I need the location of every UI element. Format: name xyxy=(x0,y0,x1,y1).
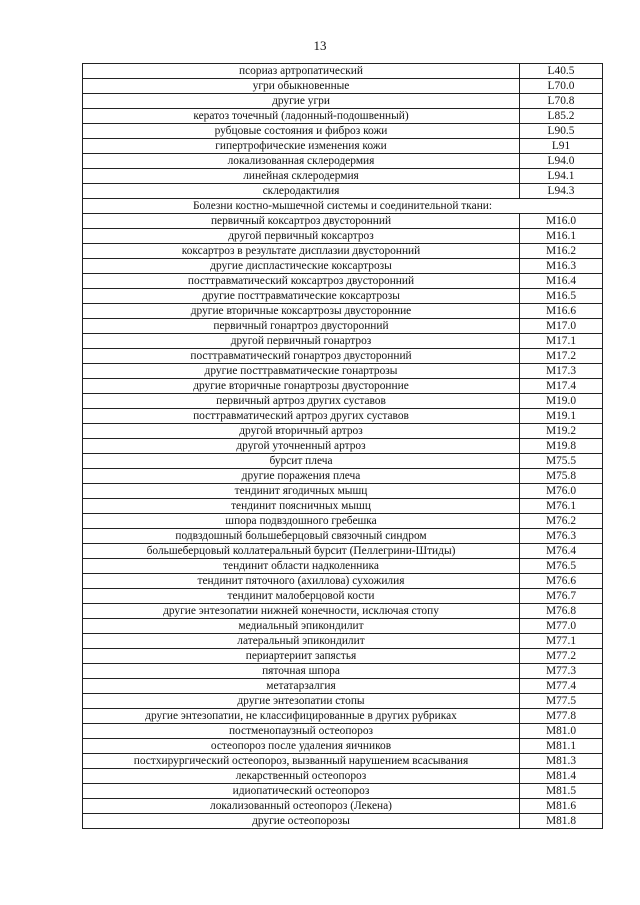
icd-code: L70.8 xyxy=(520,94,603,109)
diagnosis-name: первичный коксартроз двусторонний xyxy=(83,214,520,229)
diagnosis-name: другие посттравматические гонартрозы xyxy=(83,364,520,379)
table-row xyxy=(83,814,603,829)
icd-code: M76.8 xyxy=(520,604,603,619)
diagnosis-name: тендинит ягодичных мышц xyxy=(83,484,520,499)
icd-code: M77.5 xyxy=(520,694,603,709)
diagnosis-name: другие поражения плеча xyxy=(83,469,520,484)
diagnosis-name: другие энтезопатии, не классифицированные в других рубриках xyxy=(83,709,520,724)
diagnosis-name: первичный артроз других суставов xyxy=(83,394,520,409)
icd-code: L40.5 xyxy=(520,64,603,79)
diagnosis-name: постхирургический остеопороз, вызванный нарушением всасывания xyxy=(83,754,520,769)
icd-code: M19.1 xyxy=(520,409,603,424)
icd-code: M76.5 xyxy=(520,559,603,574)
diagnosis-name: другие остеопорозы xyxy=(83,814,520,829)
icd-code: M17.3 xyxy=(520,364,603,379)
page-number: 13 xyxy=(313,38,327,53)
icd-code: M16.3 xyxy=(520,259,603,274)
table-row xyxy=(83,559,603,574)
table-row xyxy=(83,664,603,679)
table-row xyxy=(83,694,603,709)
diagnosis-name: другие посттравматические коксартрозы xyxy=(83,289,520,304)
diagnosis-name: идиопатический остеопороз xyxy=(83,784,520,799)
icd-code: M77.0 xyxy=(520,619,603,634)
table-row xyxy=(83,769,603,784)
table-row xyxy=(83,124,603,139)
table-row xyxy=(83,589,603,604)
table-row xyxy=(83,514,603,529)
diagnosis-name: другие диспластические коксартрозы xyxy=(83,259,520,274)
table-row xyxy=(83,289,603,304)
table-row xyxy=(83,484,603,499)
table-row xyxy=(83,304,603,319)
icd-code: M77.8 xyxy=(520,709,603,724)
diagnosis-name: другие вторичные гонартрозы двусторонние xyxy=(83,379,520,394)
icd-code: M19.8 xyxy=(520,439,603,454)
diagnosis-name: тендинит поясничных мышц xyxy=(83,499,520,514)
table-row xyxy=(83,94,603,109)
icd-code: M75.5 xyxy=(520,454,603,469)
icd-code: M81.4 xyxy=(520,769,603,784)
icd-code: M77.4 xyxy=(520,679,603,694)
icd-code: M16.4 xyxy=(520,274,603,289)
table-row xyxy=(83,349,603,364)
icd-code: L90.5 xyxy=(520,124,603,139)
icd-code: M76.1 xyxy=(520,499,603,514)
diagnosis-name: медиальный эпикондилит xyxy=(83,619,520,634)
icd-code: M81.6 xyxy=(520,799,603,814)
diagnosis-name: склеродактилия xyxy=(83,184,520,199)
diagnosis-name: посттравматический артроз других суставов xyxy=(83,409,520,424)
table-row xyxy=(83,394,603,409)
table-row xyxy=(83,574,603,589)
diagnosis-name: лекарственный остеопороз xyxy=(83,769,520,784)
diagnosis-name: постменопаузный остеопороз xyxy=(83,724,520,739)
diagnosis-name: рубцовые состояния и фиброз кожи xyxy=(83,124,520,139)
table-row xyxy=(83,364,603,379)
icd-code: L94.1 xyxy=(520,169,603,184)
icd-code: L94.3 xyxy=(520,184,603,199)
icd-code: L94.0 xyxy=(520,154,603,169)
icd-code: M16.1 xyxy=(520,229,603,244)
icd-code: L91 xyxy=(520,139,603,154)
table-row xyxy=(83,244,603,259)
diagnosis-name: шпора подвздошного гребешка xyxy=(83,514,520,529)
diagnosis-name: другие энтезопатии нижней конечности, исключая стопу xyxy=(83,604,520,619)
icd-code: M76.0 xyxy=(520,484,603,499)
icd-code: L85.2 xyxy=(520,109,603,124)
table-row xyxy=(83,79,603,94)
table-row xyxy=(83,754,603,769)
icd-code: M16.0 xyxy=(520,214,603,229)
diagnosis-name: тендинит малоберцовой кости xyxy=(83,589,520,604)
table-row xyxy=(83,649,603,664)
table-row xyxy=(83,379,603,394)
diagnosis-name: другой вторичный артроз xyxy=(83,424,520,439)
table-row xyxy=(83,619,603,634)
icd-code: M19.0 xyxy=(520,394,603,409)
icd-code: M17.0 xyxy=(520,319,603,334)
table-row xyxy=(83,724,603,739)
icd-code: M77.1 xyxy=(520,634,603,649)
section-title: Болезни костно-мышечной системы и соединительной ткани: xyxy=(83,199,603,214)
diagnosis-name: угри обыкновенные xyxy=(83,79,520,94)
icd-code: L70.0 xyxy=(520,79,603,94)
table-row xyxy=(83,409,603,424)
diagnosis-name: посттравматический гонартроз двусторонний xyxy=(83,349,520,364)
diagnosis-name: другой уточненный артроз xyxy=(83,439,520,454)
icd-code: M17.2 xyxy=(520,349,603,364)
table-row xyxy=(83,274,603,289)
table-row xyxy=(83,214,603,229)
table-row xyxy=(83,64,603,79)
icd-code: M16.5 xyxy=(520,289,603,304)
diagnosis-name: локализованный остеопороз (Лекена) xyxy=(83,799,520,814)
table-row xyxy=(83,604,603,619)
table-row xyxy=(83,454,603,469)
table-row xyxy=(83,799,603,814)
table-row xyxy=(83,739,603,754)
table-row xyxy=(83,634,603,649)
icd-code: M17.1 xyxy=(520,334,603,349)
icd-code: M81.8 xyxy=(520,814,603,829)
diagnosis-name: другие энтезопатии стопы xyxy=(83,694,520,709)
diagnosis-name: псориаз артропатический xyxy=(83,64,520,79)
diagnosis-name: пяточная шпора xyxy=(83,664,520,679)
icd-code: M76.4 xyxy=(520,544,603,559)
diagnosis-name: тендинит пяточного (ахиллова) сухожилия xyxy=(83,574,520,589)
diagnosis-name: другой первичный коксартроз xyxy=(83,229,520,244)
icd-code: M81.1 xyxy=(520,739,603,754)
icd-code: M76.7 xyxy=(520,589,603,604)
section-header-row xyxy=(83,199,603,214)
diagnosis-code-table xyxy=(82,63,603,829)
icd-code: M76.2 xyxy=(520,514,603,529)
table-row xyxy=(83,529,603,544)
table-row xyxy=(83,334,603,349)
table-row xyxy=(83,469,603,484)
diagnosis-name: остеопороз после удаления яичников xyxy=(83,739,520,754)
diagnosis-name: другой первичный гонартроз xyxy=(83,334,520,349)
icd-code: M76.6 xyxy=(520,574,603,589)
table-row xyxy=(83,439,603,454)
table-row xyxy=(83,424,603,439)
table-row xyxy=(83,229,603,244)
icd-code: M77.3 xyxy=(520,664,603,679)
diagnosis-name: бурсит плеча xyxy=(83,454,520,469)
icd-code: M77.2 xyxy=(520,649,603,664)
icd-code: M81.3 xyxy=(520,754,603,769)
diagnosis-name: линейная склеродермия xyxy=(83,169,520,184)
icd-code: M81.5 xyxy=(520,784,603,799)
icd-code: M16.2 xyxy=(520,244,603,259)
diagnosis-name: коксартроз в результате дисплазии двусторонний xyxy=(83,244,520,259)
diagnosis-name: большеберцовый коллатеральный бурсит (Пеллегрини-Штиды) xyxy=(83,544,520,559)
table-row xyxy=(83,139,603,154)
icd-code: M76.3 xyxy=(520,529,603,544)
table-row xyxy=(83,319,603,334)
table-row xyxy=(83,784,603,799)
icd-code: M16.6 xyxy=(520,304,603,319)
diagnosis-name: периартериит запястья xyxy=(83,649,520,664)
diagnosis-name: первичный гонартроз двусторонний xyxy=(83,319,520,334)
diagnosis-name: другие вторичные коксартрозы двусторонние xyxy=(83,304,520,319)
icd-code: M81.0 xyxy=(520,724,603,739)
icd-code: M17.4 xyxy=(520,379,603,394)
table-row xyxy=(83,184,603,199)
table-body xyxy=(83,64,603,829)
diagnosis-name: метатарзалгия xyxy=(83,679,520,694)
table-row xyxy=(83,154,603,169)
table-row xyxy=(83,499,603,514)
diagnosis-name: подвздошный большеберцовый связочный синдром xyxy=(83,529,520,544)
table-row xyxy=(83,679,603,694)
diagnosis-name: посттравматический коксартроз двусторонний xyxy=(83,274,520,289)
icd-code: M75.8 xyxy=(520,469,603,484)
diagnosis-name: другие угри xyxy=(83,94,520,109)
table-row xyxy=(83,544,603,559)
table-row xyxy=(83,169,603,184)
diagnosis-name: латеральный эпикондилит xyxy=(83,634,520,649)
icd-code: M19.2 xyxy=(520,424,603,439)
diagnosis-name: тендинит области надколенника xyxy=(83,559,520,574)
diagnosis-name: кератоз точечный (ладонный-подошвенный) xyxy=(83,109,520,124)
diagnosis-name: гипертрофические изменения кожи xyxy=(83,139,520,154)
table-row xyxy=(83,259,603,274)
diagnosis-name: локализованная склеродермия xyxy=(83,154,520,169)
table-row xyxy=(83,709,603,724)
table-row xyxy=(83,109,603,124)
